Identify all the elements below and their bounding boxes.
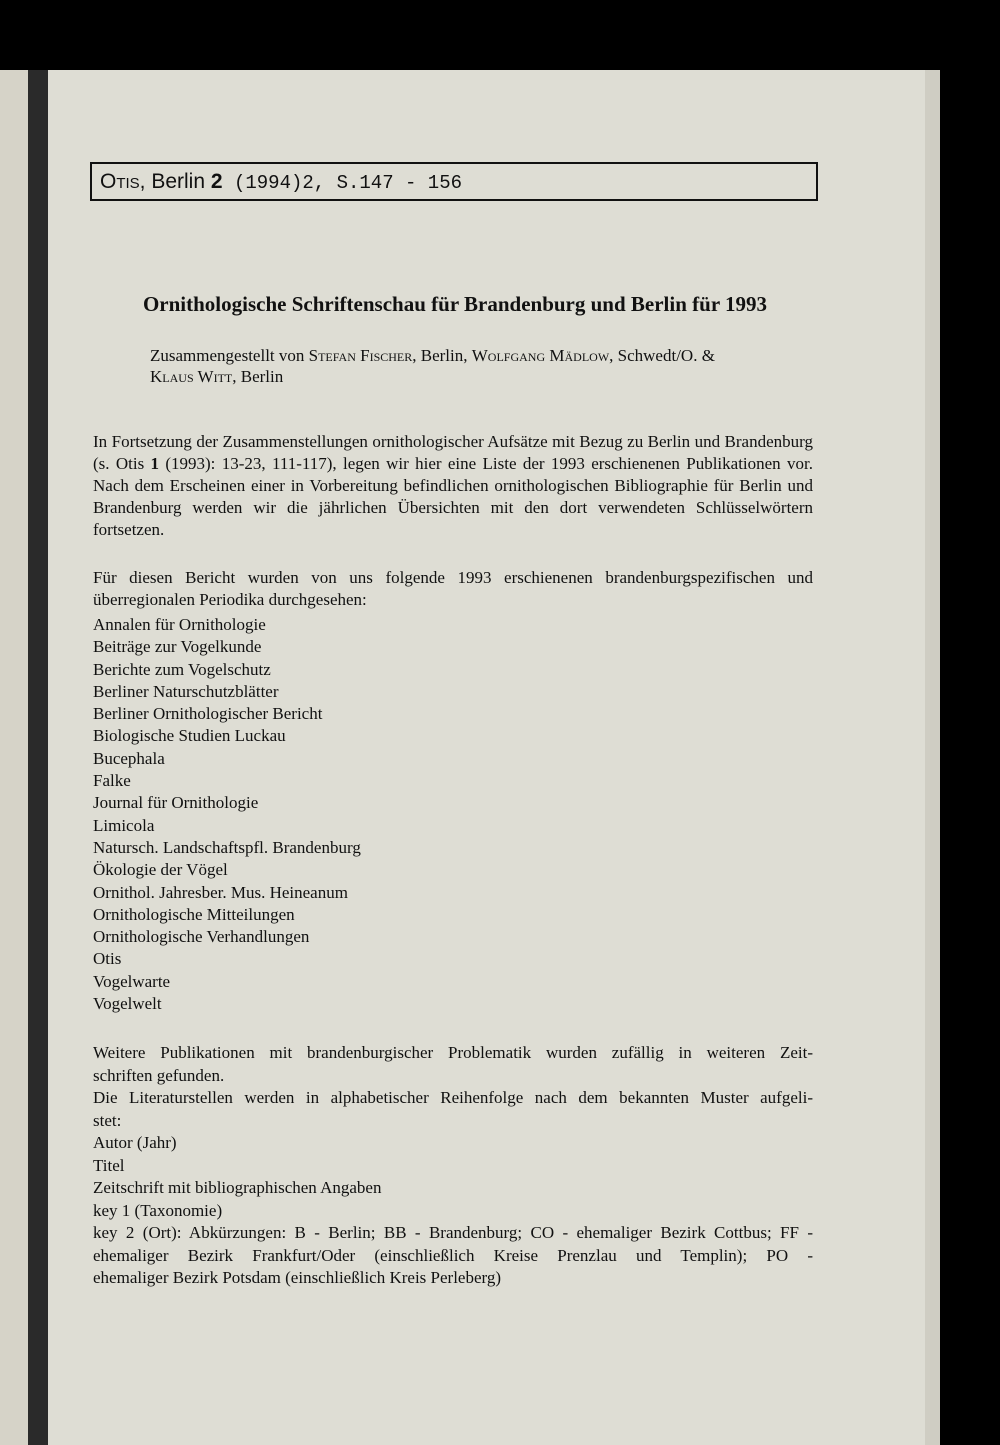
list-item: Biologische Studien Luckau [93, 726, 286, 746]
intro-paragraph [93, 431, 813, 541]
intro-text-1: In Fortsetzung der Zusammenstellungen ornithologischer Aufsätze mit Bezug zu Berlin und Brandenburg (s. Otis [93, 432, 813, 473]
list-item: Berliner Ornithologischer Bericht [93, 704, 323, 724]
author-maedlow: Wolfgang Mädlow [471, 346, 610, 365]
key2-line-1: key 2 (Ort): Abkürzungen: B - Berlin; BB - Brandenburg; CO - ehemaliger Bezirk Cottbus; FF - [93, 1223, 813, 1242]
list-item: Berliner Naturschutzblätter [93, 681, 279, 701]
list-item: Bucephala [93, 748, 165, 768]
further-line-1: Weitere Publikationen mit brandenburgischer Problematik wurden zufällig in weiteren Zeit- [93, 1043, 813, 1062]
list-item: Ornithologische Verhandlungen [93, 927, 310, 947]
journal-place: , Berlin [139, 170, 211, 193]
authors-suffix: , Berlin [232, 367, 284, 386]
intro-text-2: (1993): 13-23, 111-117), legen wir hier eine Liste der 1993 erschienenen Publikationen vor. Nach dem Erscheinen einer in Vorbereitung befindlichen ornithologischen Bibliographie für Berlin und Brandenburg werden wir die jährlichen Übersichten mit den dort verwendeten Schlüsselwörtern fortsetzen. [93, 454, 813, 539]
pattern-key1: key 1 (Taxonomie) [93, 1200, 223, 1220]
journal-volume: 2 [210, 170, 223, 193]
key2-line-3: ehemaliger Bezirk Potsdam (einschließlich Kreis Perleberg) [93, 1268, 502, 1287]
periodicals-list [93, 614, 593, 1015]
page-edge-right [925, 70, 940, 1445]
key2-line-2: ehemaliger Bezirk Frankfurt/Oder (einschließlich Kreise Prenzlau und Templin); PO - [93, 1245, 813, 1265]
intro-volume: 1 [150, 454, 160, 473]
authors-sep-1: , Berlin, [412, 346, 472, 365]
article-title: Ornithologische Schriftenschau für Brandenburg und Berlin für 1993 [142, 292, 768, 316]
journal-citation [100, 170, 462, 194]
further-line-3: Die Literaturstellen werden in alphabetischer Reihenfolge nach dem bekannten Muster aufgeli- [93, 1088, 813, 1107]
author-line [150, 345, 830, 387]
pattern-journal: Zeitschrift mit bibliographischen Angaben [93, 1178, 382, 1197]
further-publications [93, 1042, 813, 1290]
list-item: Falke [93, 771, 131, 791]
list-item: Vogelwelt [93, 994, 162, 1014]
list-item: Vogelwarte [93, 971, 171, 991]
journal-name: Otis [100, 170, 140, 193]
list-item: Ornithologische Mitteilungen [93, 904, 295, 924]
list-item: Ornithol. Jahresber. Mus. Heineanum [93, 882, 348, 902]
authors-prefix: Zusammengestellt von [150, 346, 309, 365]
pattern-title: Titel [93, 1155, 125, 1175]
author-fischer: Stefan Fischer [308, 346, 413, 365]
periodicals-intro: Für diesen Bericht wurden von uns folgende 1993 erschienenen brandenburgspezifischen und überregionalen Periodika durchgesehen: [93, 568, 813, 609]
list-item: Journal für Ornithologie [93, 793, 259, 813]
running-header [90, 162, 818, 201]
further-line-2: schriften gefunden. [93, 1065, 225, 1085]
author-witt: Klaus Witt [150, 367, 233, 386]
further-line-4: stet: [93, 1110, 122, 1130]
book-gutter [28, 70, 48, 1445]
list-item: Annalen für Ornithologie [93, 615, 266, 634]
journal-pages: (1994)2, S.147 - 156 [222, 172, 463, 194]
list-item: Otis [93, 949, 122, 969]
list-item: Ökologie der Vögel [93, 860, 228, 880]
list-item: Limicola [93, 815, 155, 835]
list-item: Beiträge zur Vogelkunde [93, 637, 262, 657]
list-item: Berichte zum Vogelschutz [93, 659, 271, 679]
list-item: Natursch. Landschaftspfl. Brandenburg [93, 837, 361, 857]
facing-page-edge [0, 70, 28, 1445]
pattern-author: Autor (Jahr) [93, 1133, 177, 1152]
authors-sep-2: , Schwedt/O. & [609, 346, 715, 365]
